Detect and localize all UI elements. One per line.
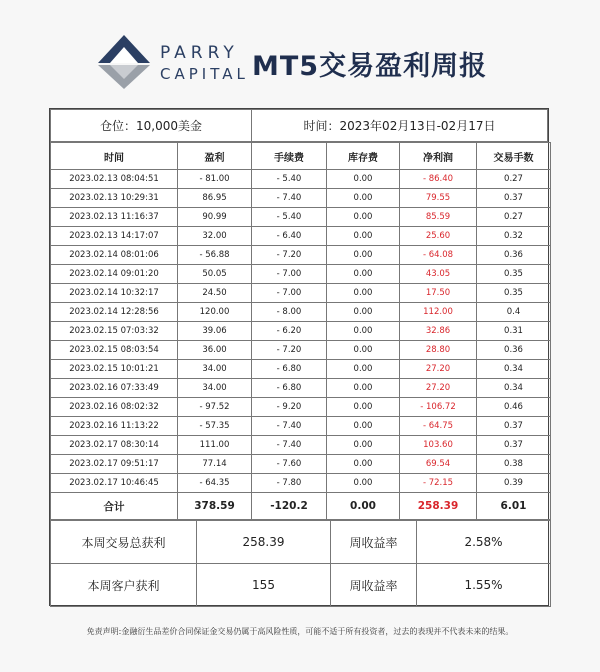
page-title: MT5交易盈利周报 — [252, 51, 488, 82]
table-row — [51, 417, 551, 436]
cell-lots: 0.27 — [477, 170, 551, 189]
table-row — [51, 265, 551, 284]
cell-fee: - 6.80 — [252, 379, 327, 398]
cell-lots: 0.32 — [477, 227, 551, 246]
logo-line-2: CAPITAL — [160, 65, 249, 83]
cell-net: 32.86 — [400, 322, 477, 341]
cell-profit: 32.00 — [178, 227, 252, 246]
cell-fee: - 7.40 — [252, 189, 327, 208]
totals-profit: 378.59 — [178, 493, 252, 520]
cell-swap: 0.00 — [327, 246, 400, 265]
cell-profit: - 56.88 — [178, 246, 252, 265]
cell-lots: 0.34 — [477, 360, 551, 379]
cell-fee: - 5.40 — [252, 170, 327, 189]
cell-profit: - 64.35 — [178, 474, 252, 493]
info-table — [50, 109, 548, 142]
table-header-row — [51, 143, 551, 170]
cell-time: 2023.02.13 14:17:07 — [51, 227, 178, 246]
cell-time: 2023.02.15 07:03:32 — [51, 322, 178, 341]
cell-profit: - 57.35 — [178, 417, 252, 436]
cell-fee: - 9.20 — [252, 398, 327, 417]
table-row — [51, 208, 551, 227]
cell-profit: 39.06 — [178, 322, 252, 341]
cell-lots: 0.35 — [477, 284, 551, 303]
summary-label: 本周客户获利 — [51, 564, 197, 607]
cell-swap: 0.00 — [327, 170, 400, 189]
cell-time: 2023.02.15 08:03:54 — [51, 341, 178, 360]
cell-profit: - 81.00 — [178, 170, 252, 189]
cell-net: 69.54 — [400, 455, 477, 474]
logo-wordmark — [160, 43, 249, 85]
col-header-swap: 库存费 — [327, 143, 400, 170]
cell-lots: 0.37 — [477, 189, 551, 208]
cell-profit: 24.50 — [178, 284, 252, 303]
summary-rate-label: 周收益率 — [331, 521, 417, 564]
summary-rate: 1.55% — [417, 564, 551, 607]
disclaimer: 免责声明:金融衍生品差价合同保证金交易仍属于高风险性质，可能不适于所有投资者，过去的表现并不代表未来的结果。 — [86, 627, 514, 636]
cell-net: 27.20 — [400, 360, 477, 379]
cell-swap: 0.00 — [327, 398, 400, 417]
parry-capital-logo-icon — [96, 33, 152, 89]
cell-fee: - 6.80 — [252, 360, 327, 379]
cell-net: 112.00 — [400, 303, 477, 322]
cell-profit: 90.99 — [178, 208, 252, 227]
cell-profit: 86.95 — [178, 189, 252, 208]
cell-time: 2023.02.16 08:02:32 — [51, 398, 178, 417]
cell-fee: - 7.80 — [252, 474, 327, 493]
cell-fee: - 6.20 — [252, 322, 327, 341]
cell-fee: - 5.40 — [252, 208, 327, 227]
cell-net: - 106.72 — [400, 398, 477, 417]
cell-fee: - 8.00 — [252, 303, 327, 322]
cell-fee: - 7.00 — [252, 284, 327, 303]
cell-swap: 0.00 — [327, 360, 400, 379]
cell-profit: 50.05 — [178, 265, 252, 284]
table-row — [51, 474, 551, 493]
cell-time: 2023.02.14 09:01:20 — [51, 265, 178, 284]
totals-label: 合计 — [51, 493, 178, 520]
cell-net: 79.55 — [400, 189, 477, 208]
table-row — [51, 455, 551, 474]
summary-rate: 2.58% — [417, 521, 551, 564]
totals-net: 258.39 — [400, 493, 477, 520]
cell-fee: - 7.20 — [252, 341, 327, 360]
cell-lots: 0.37 — [477, 417, 551, 436]
cell-profit: 111.00 — [178, 436, 252, 455]
cell-time: 2023.02.17 08:30:14 — [51, 436, 178, 455]
totals-fee: -120.2 — [252, 493, 327, 520]
cell-swap: 0.00 — [327, 227, 400, 246]
cell-time: 2023.02.13 08:04:51 — [51, 170, 178, 189]
cell-swap: 0.00 — [327, 322, 400, 341]
cell-time: 2023.02.13 11:16:37 — [51, 208, 178, 227]
summary-row-client — [51, 564, 551, 607]
cell-net: 85.59 — [400, 208, 477, 227]
table-row — [51, 246, 551, 265]
table-row — [51, 322, 551, 341]
table-row — [51, 189, 551, 208]
table-row — [51, 341, 551, 360]
cell-fee: - 7.00 — [252, 265, 327, 284]
summary-table — [50, 520, 551, 607]
report-sheet — [49, 108, 549, 606]
summary-value: 155 — [197, 564, 331, 607]
table-row — [51, 170, 551, 189]
cell-profit: 34.00 — [178, 379, 252, 398]
position-info: 仓位：10,000美金 — [51, 110, 252, 142]
cell-time: 2023.02.16 11:13:22 — [51, 417, 178, 436]
col-header-net: 净利润 — [400, 143, 477, 170]
cell-swap: 0.00 — [327, 189, 400, 208]
cell-net: 17.50 — [400, 284, 477, 303]
cell-lots: 0.31 — [477, 322, 551, 341]
trade-rows — [51, 170, 551, 493]
cell-net: - 64.75 — [400, 417, 477, 436]
table-row — [51, 227, 551, 246]
cell-lots: 0.37 — [477, 436, 551, 455]
cell-time: 2023.02.15 10:01:21 — [51, 360, 178, 379]
cell-time: 2023.02.14 12:28:56 — [51, 303, 178, 322]
cell-swap: 0.00 — [327, 417, 400, 436]
col-header-time: 时间 — [51, 143, 178, 170]
cell-lots: 0.38 — [477, 455, 551, 474]
summary-rate-label: 周收益率 — [331, 564, 417, 607]
trades-table — [50, 142, 551, 520]
cell-time: 2023.02.16 07:33:49 — [51, 379, 178, 398]
cell-lots: 0.27 — [477, 208, 551, 227]
col-header-profit: 盈利 — [178, 143, 252, 170]
cell-swap: 0.00 — [327, 474, 400, 493]
cell-time: 2023.02.14 08:01:06 — [51, 246, 178, 265]
cell-net: - 64.08 — [400, 246, 477, 265]
cell-net: 103.60 — [400, 436, 477, 455]
table-row — [51, 436, 551, 455]
cell-fee: - 7.60 — [252, 455, 327, 474]
cell-lots: 0.36 — [477, 341, 551, 360]
cell-swap: 0.00 — [327, 379, 400, 398]
cell-net: 28.80 — [400, 341, 477, 360]
cell-swap: 0.00 — [327, 284, 400, 303]
cell-profit: 120.00 — [178, 303, 252, 322]
cell-fee: - 7.40 — [252, 417, 327, 436]
cell-net: 43.05 — [400, 265, 477, 284]
cell-time: 2023.02.17 09:51:17 — [51, 455, 178, 474]
table-row — [51, 303, 551, 322]
table-row — [51, 379, 551, 398]
totals-swap: 0.00 — [327, 493, 400, 520]
cell-time: 2023.02.14 10:32:17 — [51, 284, 178, 303]
period-info: 时间：2023年02月13日-02月17日 — [252, 110, 548, 142]
cell-profit: - 97.52 — [178, 398, 252, 417]
cell-time: 2023.02.17 10:46:45 — [51, 474, 178, 493]
table-row — [51, 398, 551, 417]
cell-swap: 0.00 — [327, 455, 400, 474]
report-header — [0, 0, 600, 100]
cell-net: 27.20 — [400, 379, 477, 398]
cell-time: 2023.02.13 10:29:31 — [51, 189, 178, 208]
cell-lots: 0.35 — [477, 265, 551, 284]
cell-profit: 77.14 — [178, 455, 252, 474]
cell-lots: 0.39 — [477, 474, 551, 493]
summary-label: 本周交易总获利 — [51, 521, 197, 564]
cell-swap: 0.00 — [327, 341, 400, 360]
table-row — [51, 284, 551, 303]
cell-net: - 86.40 — [400, 170, 477, 189]
logo-line-1: PARRY — [160, 43, 239, 63]
cell-lots: 0.36 — [477, 246, 551, 265]
cell-fee: - 7.20 — [252, 246, 327, 265]
cell-fee: - 7.40 — [252, 436, 327, 455]
cell-swap: 0.00 — [327, 265, 400, 284]
cell-swap: 0.00 — [327, 303, 400, 322]
summary-row-total — [51, 521, 551, 564]
totals-row — [51, 493, 551, 520]
summary-value: 258.39 — [197, 521, 331, 564]
table-row — [51, 360, 551, 379]
cell-swap: 0.00 — [327, 208, 400, 227]
col-header-lots: 交易手数 — [477, 143, 551, 170]
cell-lots: 0.34 — [477, 379, 551, 398]
cell-lots: 0.4 — [477, 303, 551, 322]
cell-net: 25.60 — [400, 227, 477, 246]
cell-profit: 36.00 — [178, 341, 252, 360]
cell-net: - 72.15 — [400, 474, 477, 493]
cell-fee: - 6.40 — [252, 227, 327, 246]
cell-profit: 34.00 — [178, 360, 252, 379]
totals-lots: 6.01 — [477, 493, 551, 520]
cell-swap: 0.00 — [327, 436, 400, 455]
col-header-fee: 手续费 — [252, 143, 327, 170]
cell-lots: 0.46 — [477, 398, 551, 417]
